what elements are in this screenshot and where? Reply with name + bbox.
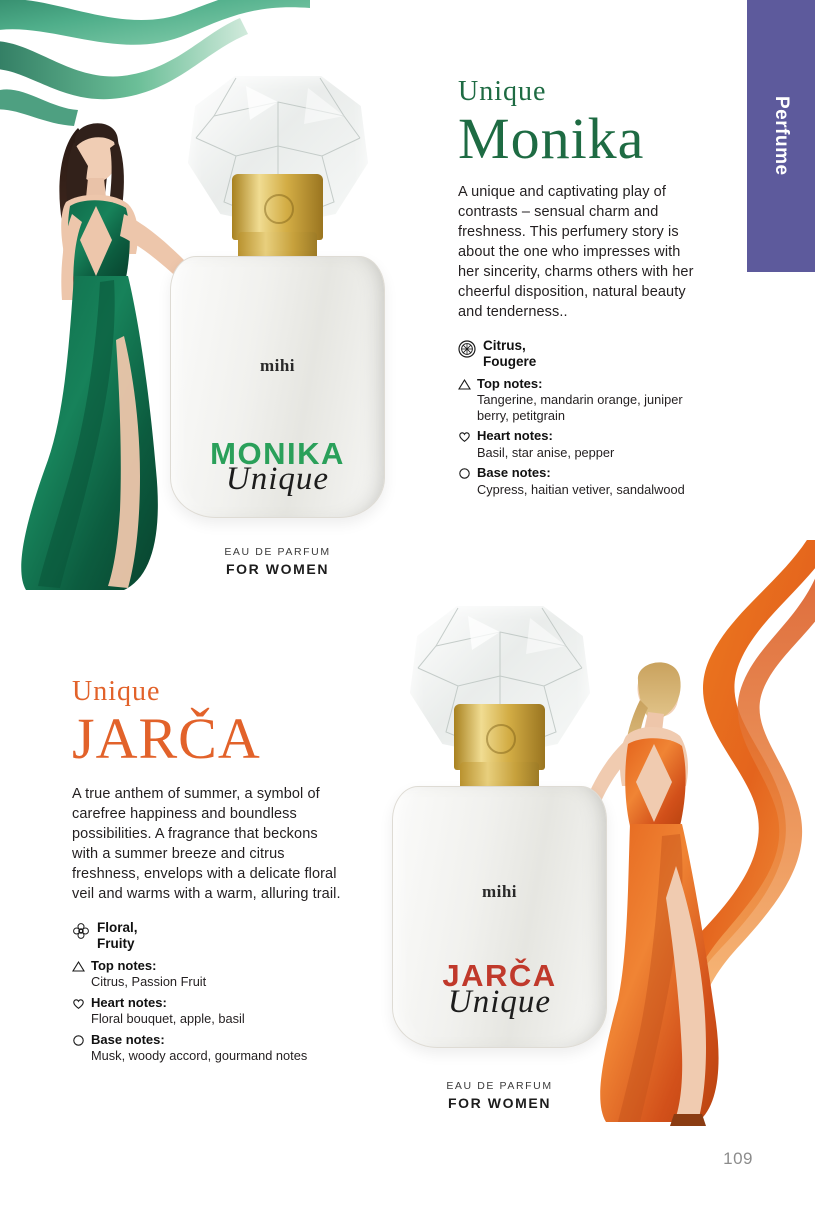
bottle-script-monika: Unique bbox=[225, 461, 330, 497]
jarca-top-notes-label: Top notes: bbox=[91, 957, 157, 973]
monika-family-label bbox=[483, 338, 536, 370]
monika-text-block bbox=[458, 78, 703, 497]
bottle-for-line-jarca: FOR WOMEN bbox=[447, 1095, 552, 1111]
note-row-base bbox=[458, 465, 703, 481]
bottle-brand-jarca: mihi bbox=[481, 882, 518, 901]
jarca-bottle bbox=[392, 586, 607, 1111]
section-tab-label: Perfume bbox=[771, 96, 792, 176]
jarca-eyebrow: Unique bbox=[72, 676, 161, 707]
bottle-name-monika: MONIKA bbox=[210, 436, 345, 471]
jarca-base-notes-label: Base notes: bbox=[91, 1031, 165, 1047]
monika-heart-notes-value: Basil, star anise, pepper bbox=[477, 444, 615, 460]
heart-icon bbox=[72, 997, 85, 1010]
bottle-for-line-monika: FOR WOMEN bbox=[225, 561, 330, 577]
jarca-family-line-1: Floral, bbox=[97, 920, 138, 935]
jarca-heart-notes-label: Heart notes: bbox=[91, 994, 167, 1010]
note-row-heart bbox=[458, 428, 703, 444]
jarca-heart-notes-value: Floral bouquet, apple, basil bbox=[91, 1011, 245, 1027]
note-row-base bbox=[72, 1032, 344, 1048]
triangle-icon bbox=[458, 378, 471, 391]
monika-family-line-1: Citrus, bbox=[483, 338, 526, 353]
bottle-script-jarca: Unique bbox=[447, 984, 552, 1020]
monika-notes-list bbox=[458, 376, 703, 497]
monika-top-notes-label: Top notes: bbox=[477, 375, 543, 391]
citrus-slice-icon bbox=[458, 340, 476, 358]
monika-fragrance-family bbox=[458, 338, 703, 370]
bottle-gold-collar bbox=[232, 174, 323, 240]
triangle-icon bbox=[72, 960, 85, 973]
bottle-brand-monika: mihi bbox=[259, 356, 296, 375]
monika-top-notes-value: Tangerine, mandarin orange, juniper berry, petitgrain bbox=[477, 392, 683, 423]
monika-base-notes-value: Cypress, haitian vetiver, sandalwood bbox=[477, 481, 685, 497]
monika-title: Monika bbox=[458, 106, 645, 171]
jarca-text-block bbox=[72, 678, 344, 1064]
note-row-heart bbox=[72, 995, 344, 1011]
jarca-fragrance-family bbox=[72, 920, 344, 952]
monika-family-line-2: Fougere bbox=[483, 353, 537, 369]
note-row-top bbox=[458, 376, 703, 392]
jarca-base-notes-value: Musk, woody accord, gourmand notes bbox=[91, 1048, 308, 1064]
bottle-gold-collar bbox=[454, 704, 545, 770]
section-tab-perfume[interactable] bbox=[747, 0, 815, 272]
jarca-product-artwork bbox=[370, 570, 790, 1130]
jarca-family-label bbox=[97, 920, 138, 952]
bottle-eau-line-monika: EAU DE PARFUM bbox=[224, 546, 331, 558]
heart-icon bbox=[458, 430, 471, 443]
jarca-description: A true anthem of summer, a symbol of carefree happiness and boundless possibilities. A fragrance that beckons with a summer breeze and citrus freshness, envelops with a delicate floral veil and warms with a warm, alluring trail. bbox=[72, 786, 341, 902]
flower-icon bbox=[72, 922, 90, 940]
jarca-family-line-2: Fruity bbox=[97, 935, 135, 951]
monika-base-notes-label: Base notes: bbox=[477, 465, 551, 481]
bottle-eau-line-jarca: EAU DE PARFUM bbox=[446, 1080, 553, 1092]
circle-icon bbox=[72, 1034, 85, 1047]
circle-icon bbox=[458, 467, 471, 480]
monika-product-artwork bbox=[0, 40, 420, 600]
jarca-title: JARČA bbox=[72, 706, 261, 771]
monika-description: A unique and captivating play of contrasts – sensual charm and freshness. This perfumery story is about the one who impresses with her sincerity, charms others with her cheerful disposition, natural beauty and tenderness.. bbox=[458, 184, 694, 320]
jarca-top-notes-value: Citrus, Passion Fruit bbox=[91, 974, 207, 990]
page-number: 109 bbox=[723, 1149, 753, 1168]
bottle-name-jarca: JARČA bbox=[442, 958, 557, 993]
note-row-top bbox=[72, 958, 344, 974]
monika-heart-notes-label: Heart notes: bbox=[477, 428, 553, 444]
jarca-notes-list bbox=[72, 958, 344, 1064]
monika-eyebrow: Unique bbox=[458, 76, 547, 107]
monika-bottle bbox=[170, 56, 385, 577]
